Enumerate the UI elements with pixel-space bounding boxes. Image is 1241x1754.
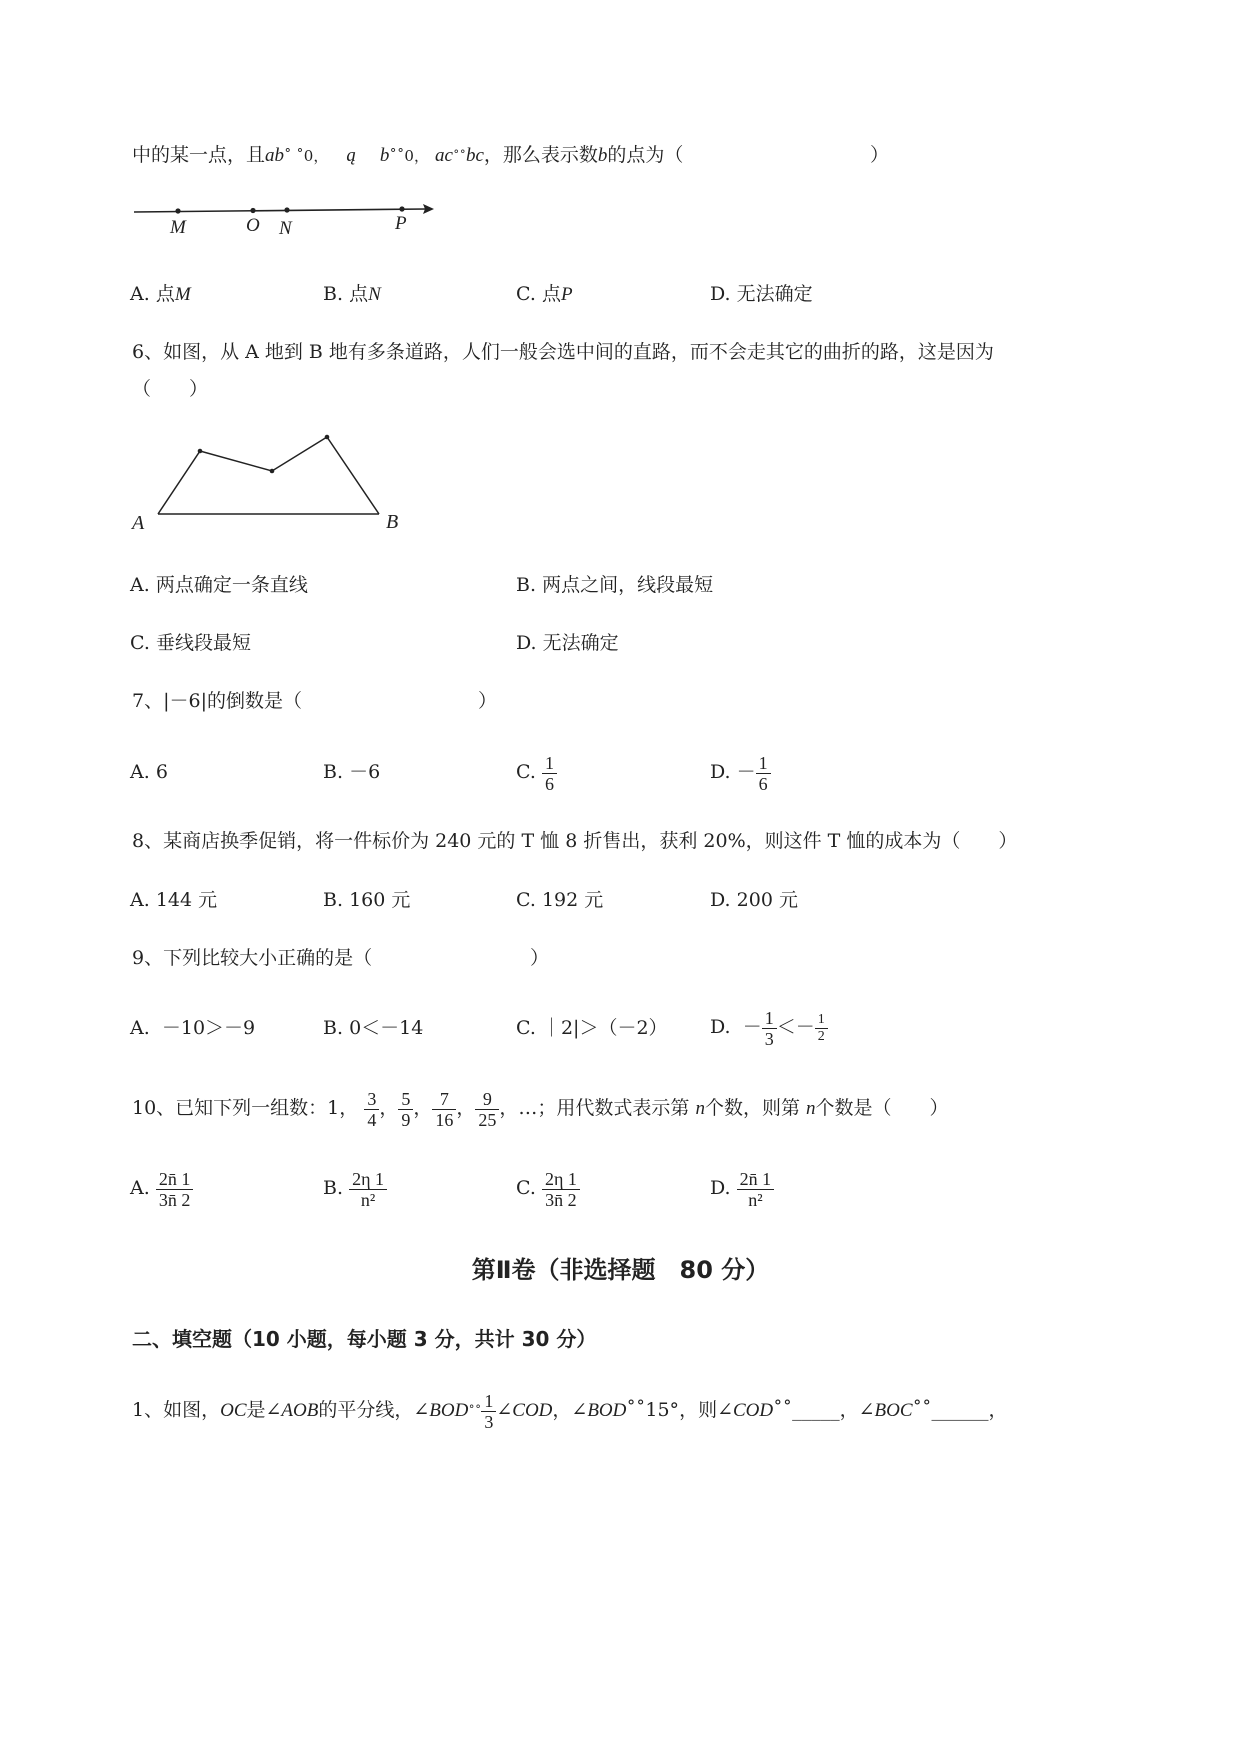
option-var: M [174,284,191,305]
q5-c3: ˚˚ [452,150,466,165]
zigzag-path [158,437,379,514]
option-text: 160 元 [349,889,411,911]
fraction-numerator: 1 [542,753,557,774]
option-letter: A. [130,761,150,783]
q7-option-b[interactable] [323,760,380,784]
sequence-fraction [475,1089,499,1130]
fill1-text: ，则∠ [679,1399,733,1421]
sequence-fraction [432,1089,456,1130]
q5-ab: ab [265,145,285,166]
q7-close-paren: ） [478,690,498,712]
fraction-numerator: 1 [815,1012,828,1029]
option-text: 无法确定 [736,283,813,305]
q7-option-a[interactable] [130,760,168,784]
q8-option-d[interactable] [710,888,798,912]
fill1-blank-2[interactable]: ˚˚______， [912,1399,1008,1421]
fraction-denominator: 9 [401,1109,411,1130]
q5-bvar: b [597,145,608,166]
path-figure [128,428,418,538]
fraction-numerator: 2n̄ 1 [737,1169,775,1190]
q9-option-b[interactable] [323,1016,423,1040]
option-letter: C. [516,1017,536,1039]
option-text: 200 元 [736,889,798,911]
option-sign: － [742,1016,762,1038]
q5-option-d[interactable] [710,282,813,306]
fraction-denominator: 16 [435,1109,454,1130]
fraction-numerator: 7 [432,1089,456,1110]
q10-option-a[interactable] [130,1165,193,1211]
option-text: 0＜－14 [349,1017,424,1039]
fraction-denominator: 3 [764,1028,774,1049]
fill1-var: BOD [587,1400,627,1421]
option-letter: C. [516,283,536,305]
fraction [481,1391,496,1432]
q5-ac: ac [435,145,453,166]
option-compare: ＜－ [776,1016,815,1038]
option-letter: D. [710,1016,731,1038]
option-text: 192 元 [541,889,604,911]
option-letter: D. [516,632,537,654]
label-a: A [132,512,145,534]
option-var: N [368,284,381,305]
label-o: O [246,215,260,236]
q9-stem: 9、下列比较大小正确的是（ [132,947,373,969]
q7-option-c[interactable] [516,750,557,794]
option-text: －10＞－9 [161,1017,256,1039]
option-letter: D. [710,889,731,911]
q5-c2: ˚˚0， [389,147,429,165]
option-letter: B. [323,1017,344,1039]
label-n: N [279,218,292,239]
fraction [815,1012,828,1045]
option-letter: A. [130,283,150,305]
option-letter: C. [516,1177,536,1199]
q9-close-paren: ） [530,947,550,969]
q10-stem-b: ，…；用代数式表示第 [499,1097,690,1119]
option-letter: D. [710,1177,731,1199]
fraction-denominator: 6 [758,773,768,794]
number-line-figure [130,196,450,246]
q8-stem: 8、某商店换季促销，将一件标价为 240 元的 T 恤 8 折售出，获利 20%，则这件 T 恤的成本为（ ） [132,830,1018,852]
option-letter: A. [130,1177,150,1199]
option-text: 垂线段最短 [155,632,251,654]
q8-option-c[interactable] [516,888,603,912]
fraction [762,1008,777,1049]
option-text: 无法确定 [542,632,619,654]
fill1-text: ∠ [496,1399,513,1421]
option-letter: B. [323,889,344,911]
q10-n-var: n [806,1098,816,1119]
q6-option-d[interactable] [516,631,619,655]
q6-paren: （ ） [132,378,209,400]
option-letter: A. [130,1017,150,1039]
fraction-denominator: 3n̄ 2 [158,1189,191,1210]
q8-option-b[interactable] [323,888,410,912]
fraction [156,1169,194,1210]
q10-option-c[interactable] [516,1165,580,1211]
option-text: 6 [155,761,168,783]
option-letter: A. [130,889,150,911]
option-text: 点 [349,283,369,305]
q9-option-c[interactable] [516,1016,668,1040]
q5-stem [132,143,683,170]
q6-option-a[interactable] [130,573,308,597]
point-m [175,208,180,213]
option-letter: C. [130,632,150,654]
q10-stem-a: 10、已知下列一组数：1， [132,1097,359,1119]
q10-n-var: n [695,1098,705,1119]
fraction [737,1169,775,1210]
point-o [250,208,255,213]
fraction-numerator: 5 [398,1089,413,1110]
point-p [399,206,404,211]
q10-stem-d: 个数是（ ） [815,1097,949,1119]
q10-option-d[interactable] [710,1165,774,1211]
option-letter: A. [130,574,150,596]
q5-option-b[interactable] [323,282,381,307]
fraction-denominator: 25 [478,1109,497,1130]
q5-c1: ˚ ˚0， [284,147,329,165]
q5-bc: bc [465,145,484,166]
option-letter: B. [323,761,344,783]
fraction-numerator: 9 [475,1089,499,1110]
section-title: 第Ⅱ卷（非选择题 80 分） [471,1256,770,1284]
option-letter: D. [710,283,731,305]
section-subtitle: 二、填空题（10 小题，每小题 3 分，共计 30 分） [132,1327,597,1351]
fill1-text: 的平分线，∠ [318,1399,430,1421]
fraction-numerator: 2η 1 [542,1169,580,1190]
fraction-numerator: 1 [481,1391,496,1412]
fill1-var: OC [220,1400,247,1421]
fraction-denominator: 2 [817,1028,825,1044]
fraction-numerator: 2n̄ 1 [156,1169,194,1190]
path-vertex-3 [325,435,330,440]
q5-b: b [379,145,390,166]
q10-stem: 10、已知下列一组数：1， $\frac{3}{4}$ ， $\frac{5}{9}$ ， $\frac{7}{16}$ ， $\frac{9}{25}$ ，…；用代数式表示第 n个数，则第 n个数是（ ） [132,1088,949,1130]
option-letter: D. [710,761,731,783]
q5-stem-b: ，那么表示数 [483,144,598,166]
fraction-numerator: 2η 1 [349,1169,387,1190]
q5-option-c[interactable] [516,282,573,307]
q5-q-sym: ą [346,145,356,166]
fill1-text: 1、如图， [132,1399,221,1421]
label-b: B [386,511,399,533]
option-letter: B. [323,1177,344,1199]
fraction-denominator: 4 [367,1109,377,1130]
option-letter: C. [516,761,536,783]
q7-stem: 7、|－6|的倒数是（ [132,690,302,712]
option-var: P [560,284,573,305]
option-text: －6 [349,761,381,783]
q10-option-b[interactable] [323,1165,387,1211]
fraction-denominator: n² [360,1189,376,1210]
option-text: 144 元 [155,889,218,911]
path-vertex-2 [270,469,275,474]
q5-close-paren: ） [870,144,890,166]
label-p: P [395,213,407,234]
fill1-text: ，∠ [552,1399,588,1421]
option-text: 点 [541,283,561,305]
option-text: ｜2|＞（－2） [541,1017,668,1039]
sequence-fraction [398,1089,413,1130]
point-n [284,207,289,212]
fill1-var: COD [512,1400,553,1421]
fraction [542,1169,580,1210]
q6-option-c[interactable] [130,631,251,655]
option-letter: C. [516,889,536,911]
q7-option-d[interactable] [710,750,771,794]
fill1-var: BOD [429,1400,469,1421]
fill1-eq: ˚˚ [468,1405,482,1420]
fraction-denominator: n² [748,1189,763,1210]
option-sign: － [736,761,756,783]
option-letter: B. [323,283,344,305]
q5-stem-a: 中的某一点，且 [132,144,266,166]
fill-q1-stem [132,1386,1008,1437]
option-text: 点 [155,283,175,305]
q10-stem-c: 个数，则第 [704,1097,800,1119]
fill1-var: AOB [281,1400,319,1421]
fraction-numerator: 1 [762,1008,777,1029]
fill1-var: COD [732,1400,774,1421]
q6-stem: 6、如图，从 A 地到 B 地有多条道路，人们一般会选中间的直路，而不会走其它的曲折的路，这是因为 [132,341,994,363]
label-m: M [170,217,186,238]
sequence-fraction [364,1089,379,1130]
option-text: 两点确定一条直线 [155,574,308,596]
option-letter: B. [516,574,537,596]
path-vertex-1 [198,449,203,454]
fraction [542,753,557,794]
q6-option-b[interactable] [516,573,713,597]
option-text: 两点之间，线段最短 [542,574,714,596]
fill1-blank-1[interactable]: ˚˚_____，∠ [773,1399,875,1421]
fraction-denominator: 3 [484,1411,494,1432]
q8-option-a[interactable] [130,888,217,912]
fill1-text: 是∠ [246,1399,282,1421]
fraction [349,1169,387,1210]
fraction-numerator: 3 [364,1089,379,1110]
q9-option-d[interactable] [710,1005,828,1049]
fraction-denominator: 3n̄ 2 [545,1189,577,1210]
q9-option-a[interactable] [130,1016,255,1040]
fill1-var: BOC [874,1400,913,1421]
q5-stem-c: 的点为（ [607,144,684,166]
fraction-denominator: 6 [544,773,554,794]
fraction [756,753,771,794]
fraction-numerator: 1 [756,753,771,774]
fill1-eq: ˚˚15° [626,1399,680,1421]
q5-option-a[interactable] [130,282,191,307]
